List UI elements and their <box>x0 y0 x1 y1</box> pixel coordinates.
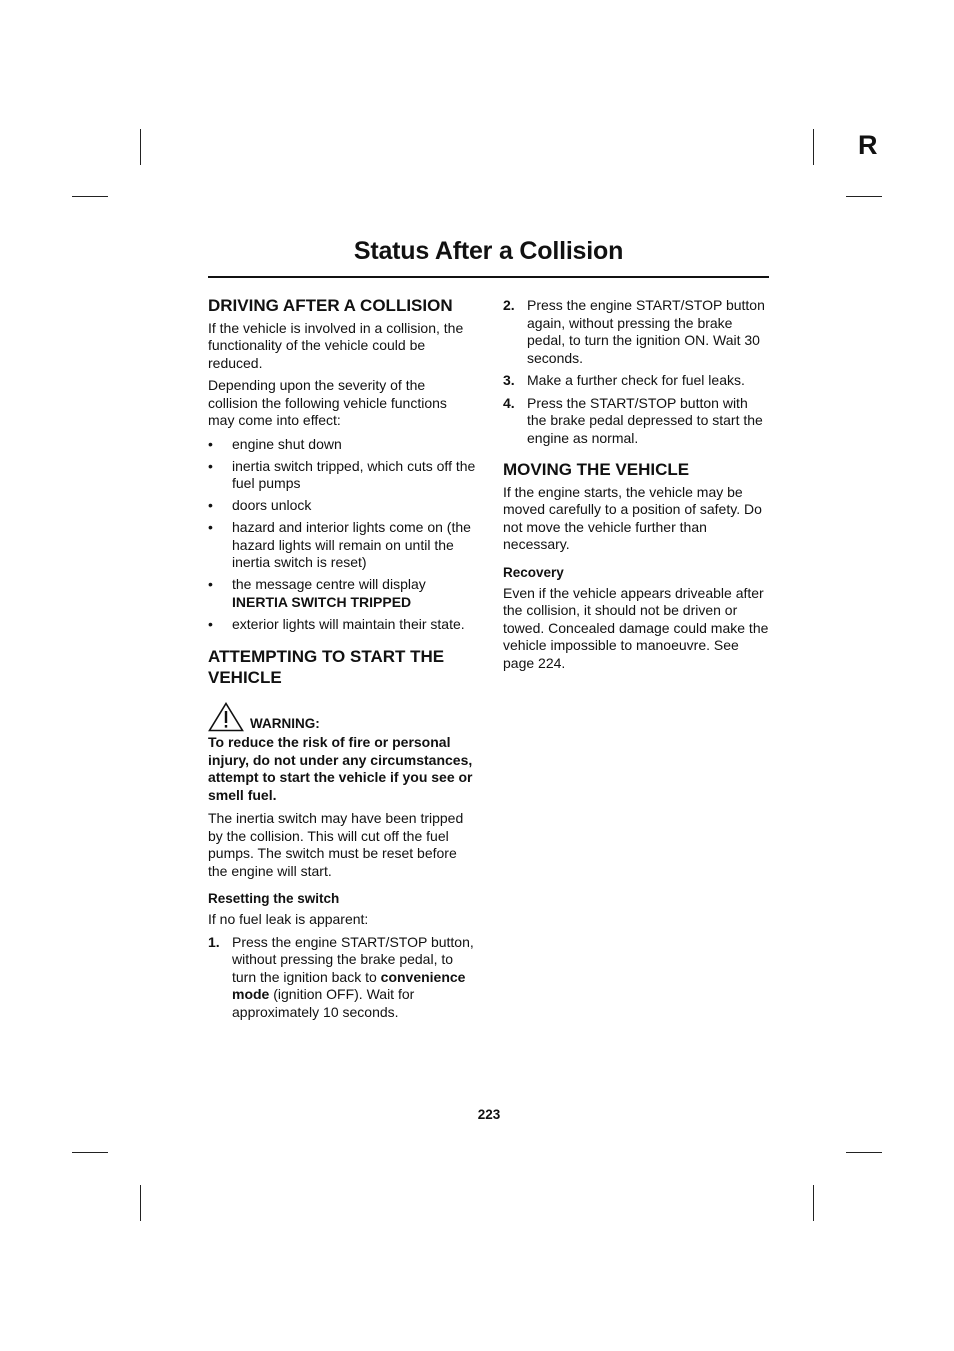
step-number: 3. <box>503 372 515 388</box>
resetting-intro: If no fuel leak is apparent: <box>208 911 369 927</box>
warning-header <box>208 702 476 732</box>
list-item: 3. Make a further check for fuel leaks. <box>503 372 745 388</box>
list-item: • hazard and interior lights come on (the hazard lights will remain on until the inertia switch is reset) <box>208 519 471 570</box>
inertia-para: The inertia switch may have been tripped by the collision. This will cut off the fuel pumps. The switch must be reset before the engine will start. <box>208 810 464 879</box>
bullet-icon: • <box>208 615 213 632</box>
step-number: 4. <box>503 394 515 411</box>
moving-heading: MOVING THE VEHICLE <box>503 460 690 479</box>
crop-mark <box>140 1185 141 1221</box>
bullet-icon: • <box>208 519 213 535</box>
driving-para-2: Depending upon the severity of the collision the following vehicle functions may come into effect: <box>208 377 447 428</box>
driving-heading: DRIVING AFTER A COLLISION <box>208 296 453 315</box>
list-item: • inertia switch tripped, which cuts off the fuel pumps <box>208 457 476 491</box>
right-column <box>503 297 771 677</box>
crop-mark <box>846 1152 882 1153</box>
list-item: • doors unlock <box>208 497 312 513</box>
crop-mark <box>813 1185 814 1221</box>
crop-mark <box>813 129 814 165</box>
list-item: 4. Press the START/STOP button with the brake pedal depressed to start the engine as normal. <box>503 394 763 446</box>
warning-label: WARNING: <box>250 716 320 731</box>
bullet-icon: • <box>208 457 213 474</box>
crop-mark <box>846 196 882 197</box>
left-column <box>208 296 476 1026</box>
reset-steps-list <box>208 934 476 1022</box>
attempting-heading: ATTEMPTING TO START THE VEHICLE <box>208 647 445 687</box>
driving-para-1: If the vehicle is involved in a collision, the functionality of the vehicle could be reduced. <box>208 319 464 371</box>
effects-list <box>208 436 476 634</box>
convenience-mode-text: convenience mode <box>232 968 466 1002</box>
bullet-icon: • <box>208 435 213 452</box>
step-number: 2. <box>503 297 515 313</box>
message-display-text: INERTIA SWITCH TRIPPED <box>232 593 412 610</box>
recovery-para: Even if the vehicle appears driveable after the collision, it should not be driven or towed. Concealed damage could make the vehicle impossible to manoeuvre. See page 224. <box>503 584 769 671</box>
section-letter: R <box>858 130 878 160</box>
warning-triangle-icon <box>208 702 244 732</box>
title-rule <box>208 276 769 278</box>
page-number: 223 <box>477 1107 501 1122</box>
reset-steps-list-continued <box>503 297 771 447</box>
list-item: • exterior lights will maintain their state. <box>208 615 465 632</box>
crop-mark <box>72 1152 108 1153</box>
recovery-subheading: Recovery <box>503 564 564 580</box>
warning-text: To reduce the risk of fire or personal injury, do not under any circumstances, attempt to start the vehicle if you see or smell fuel. <box>208 734 473 803</box>
list-item: • engine shut down <box>208 435 342 452</box>
list-item: 1. Press the engine START/STOP button, without pressing the brake pedal, to turn the ignition back to convenience mode (ignition OFF). Wait for approximately 10 seconds. <box>208 933 474 1020</box>
crop-mark <box>72 196 108 197</box>
crop-mark <box>140 129 141 165</box>
page-title: Status After a Collision <box>353 237 624 265</box>
list-item: • the message centre will display INERTIA SWITCH TRIPPED <box>208 576 426 610</box>
bullet-icon: • <box>208 576 213 592</box>
moving-para: If the engine starts, the vehicle may be moved carefully to a position of safety. Do not move the vehicle further than necessary. <box>503 483 762 552</box>
list-item: 2. Press the engine START/STOP button again, without pressing the brake pedal, to turn the ignition ON. Wait 30 seconds. <box>503 297 765 366</box>
resetting-subheading: Resetting the switch <box>208 891 340 906</box>
bullet-icon: • <box>208 497 213 513</box>
step-number: 1. <box>208 933 220 950</box>
